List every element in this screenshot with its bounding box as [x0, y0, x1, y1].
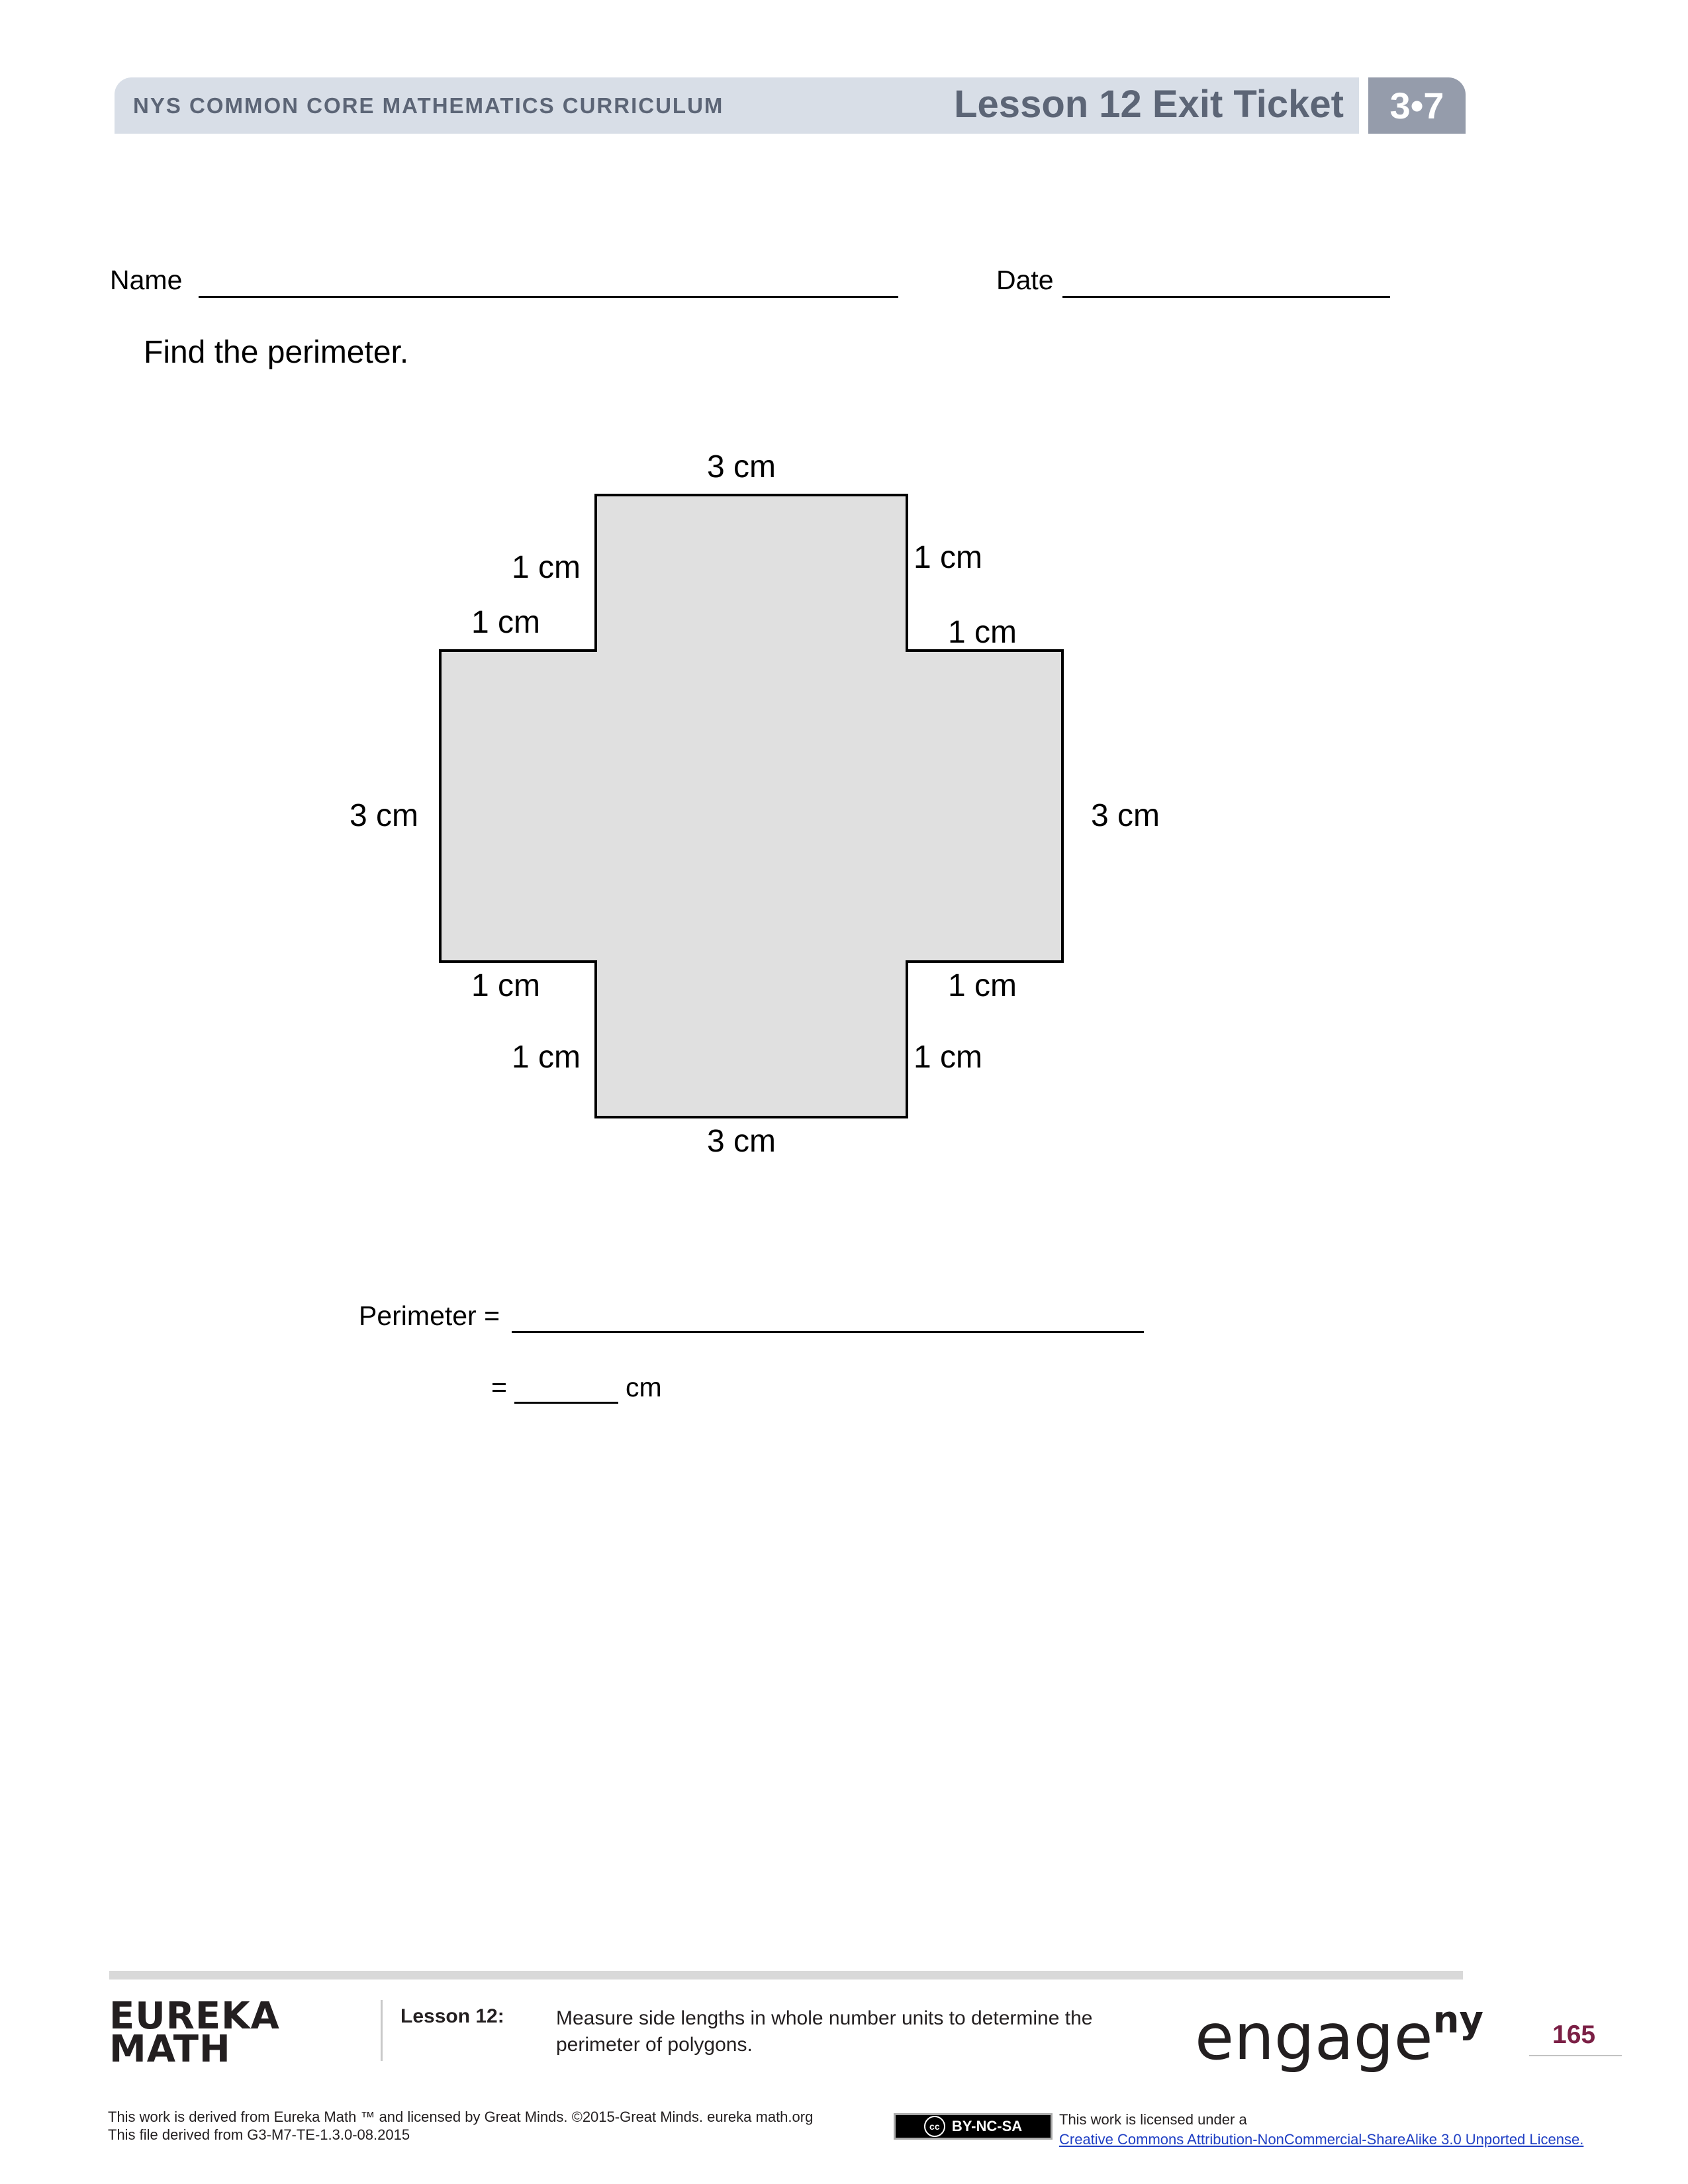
equals-sign: = — [491, 1372, 507, 1402]
label-bottom-right-horizontal: 1 cm — [948, 968, 1017, 1003]
label-top-left-horizontal: 1 cm — [471, 605, 541, 640]
module-badge: 3•7 — [1368, 77, 1466, 134]
label-top-right-horizontal: 1 cm — [948, 615, 1017, 650]
perimeter-expression-field[interactable] — [512, 1331, 1144, 1333]
label-right: 3 cm — [1091, 798, 1160, 833]
footer-divider — [381, 2000, 383, 2061]
label-bottom-left-vertical: 1 cm — [512, 1040, 581, 1075]
instruction-text: Find the perimeter. — [144, 335, 409, 370]
page-number: 165 — [1552, 2021, 1596, 2049]
footer-lesson-description: Measure side lengths in whole number units to determine the perimeter of polygons. — [556, 2007, 1093, 2056]
brand-line-2: MATH — [109, 2028, 231, 2071]
date-label: Date — [996, 265, 1054, 295]
cc-license-badge — [894, 2113, 1053, 2140]
label-top: 3 cm — [707, 449, 776, 484]
ny-text: ny — [1432, 1999, 1484, 2042]
perimeter-label: Perimeter = — [359, 1300, 500, 1331]
cc-badge-text: BY-NC-SA — [951, 2118, 1023, 2134]
perimeter-total-field[interactable] — [514, 1402, 618, 1404]
footer-rule — [109, 1971, 1463, 1979]
name-label: Name — [110, 265, 183, 295]
curriculum-title: NYS COMMON CORE MATHEMATICS CURRICULUM — [133, 93, 724, 118]
cross-polygon — [440, 495, 1062, 1117]
label-top-right-vertical: 1 cm — [914, 540, 983, 575]
label-bottom-left-horizontal: 1 cm — [471, 968, 541, 1003]
license-line-1: This work is licensed under a — [1059, 2111, 1247, 2128]
footer-lesson-label: Lesson 12: — [400, 2005, 504, 2027]
label-top-left-vertical: 1 cm — [512, 550, 581, 585]
credit-line-1: This work is derived from Eureka Math ™ and licensed by Great Minds. ©2015-Great Minds. eureka math.org — [108, 2109, 814, 2125]
brand-line-1: EUREKA — [109, 1995, 280, 2038]
unit-label: cm — [626, 1372, 662, 1402]
lesson-title: Lesson 12 Exit Ticket — [954, 83, 1344, 126]
cc-icon: cc — [924, 2116, 945, 2137]
label-bottom: 3 cm — [707, 1124, 776, 1159]
credit-line-2: This file derived from G3-M7-TE-1.3.0-08.2015 — [108, 2126, 410, 2143]
label-left: 3 cm — [350, 798, 419, 833]
engage-text: engage — [1195, 2000, 1433, 2074]
license-link[interactable]: Creative Commons Attribution-NonCommercial-ShareAlike 3.0 Unported License. — [1059, 2131, 1584, 2148]
license-text — [1059, 2110, 1583, 2150]
credit-text — [108, 2108, 813, 2144]
engageny-logo — [1195, 1999, 1483, 2074]
label-bottom-right-vertical: 1 cm — [914, 1040, 983, 1075]
page-number-rule — [1529, 2055, 1622, 2056]
eureka-math-logo — [109, 1995, 280, 2071]
